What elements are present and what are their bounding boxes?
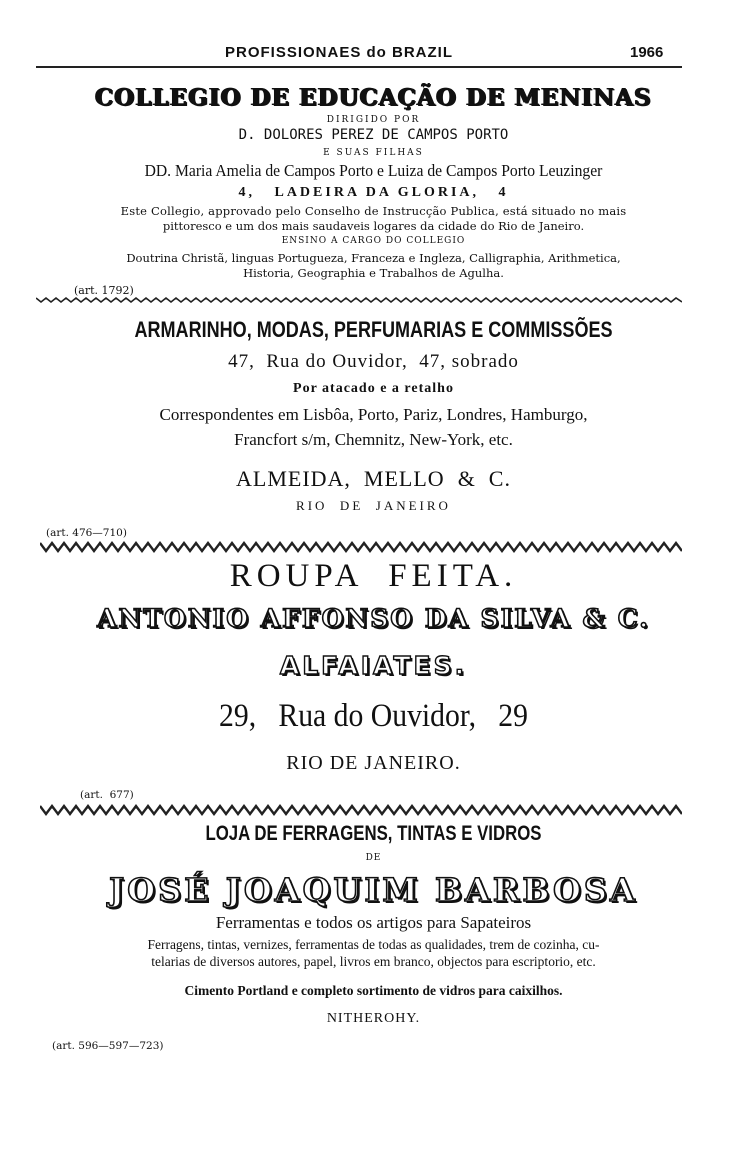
collegio-line-1: Este Collegio, approvado pelo Conselho de Instrucção Publica, está situado no mais [120,204,627,218]
subjects-line-1: Doutrina Christã, linguas Portugueza, Franceza e Ingleza, Calligraphia, Arithmetica, [126,251,621,265]
art-ref-3: (art. 677) [80,789,134,801]
art-ref-2: (art. 476—710) [46,527,127,539]
collegio-address: 4, LADEIRA DA GLORIA, 4 [238,185,509,200]
art-ref-1: (art. 1792) [74,284,134,297]
page-number: 1966 [630,44,664,61]
ferragens-firm: JOSÉ JOAQUIM BARBOSA [109,871,638,909]
armarinho-title: ARMARINHO, MODAS, PERFUMARIAS E COMMISSÕES [134,317,613,342]
daughters-names: DD. Maria Amelia de Campos Porto e Luiza de Campos Porto Leuzinger [144,161,603,180]
ferragens-city: NITHEROHY. [326,1011,421,1026]
and-daughters: E SUAS FILHAS [323,148,424,158]
ornamental-divider-3 [40,804,682,816]
ferragens-title: LOJA DE FERRAGENS, TINTAS E VIDROS [205,822,542,845]
armarinho-firm: ALMEIDA, MELLO & C. [236,466,511,491]
ornamental-divider-1 [36,296,682,304]
ferragens-line-1: Ferramentas e todos os artigos para Sapateiros [215,913,532,932]
ferragens-de: DE [365,853,382,863]
tailor-trade: ALFAIATES. [279,651,468,680]
art-ref-4: (art. 596—597—723) [52,1040,164,1052]
collegio-line-2: pittoresco e um dos mais saudaveis logares da cidade do Rio de Janeiro. [162,219,585,233]
teaching-heading: ENSINO A CARGO DO COLLEGIO [281,236,466,246]
armarinho-city: RIO DE JANEIRO [296,498,451,513]
correspondents-line-1: Correspondentes em Lisbôa, Porto, Pariz, Londres, Hamburgo, [159,405,588,424]
tailor-firm: ANTONIO AFFONSO DA SILVA & C. [97,604,650,633]
subjects-line-2: Historia, Geographia e Trabalhos de Agulha. [243,266,504,280]
ferragens-line-2: Ferragens, tintas, vernizes, ferramentas de todas as qualidades, trem de cozinha, cu- [147,937,600,952]
collegio-title: COLLEGIO DE EDUCAÇÃO DE MENINAS [95,84,652,111]
roupa-feita-title: ROUPA FEITA. [229,558,518,594]
ferragens-line-4: Cimento Portland e completo sortimento de vidros para caixilhos. [184,983,563,998]
header-rule [36,66,682,68]
armarinho-address: 47, Rua do Ouvidor, 47, sobrado [228,351,519,372]
director-name: D. DOLORES PEREZ DE CAMPOS PORTO [238,127,509,143]
ferragens-line-3: telarias de diversos autores, papel, livros em branco, objectos para escriptorio, etc. [151,954,596,969]
tailor-city: RIO DE JANEIRO. [286,752,461,774]
sale-terms: Por atacado e a retalho [293,381,454,396]
running-title: PROFISSIONAES do BRAZIL [225,44,454,61]
correspondents-line-2: Francfort s/m, Chemnitz, New-York, etc. [234,430,513,449]
ornamental-divider-2 [40,541,682,553]
tailor-address: 29, Rua do Ouvidor, 29 [218,698,528,734]
directed-by: DIRIGIDO POR [326,115,421,125]
